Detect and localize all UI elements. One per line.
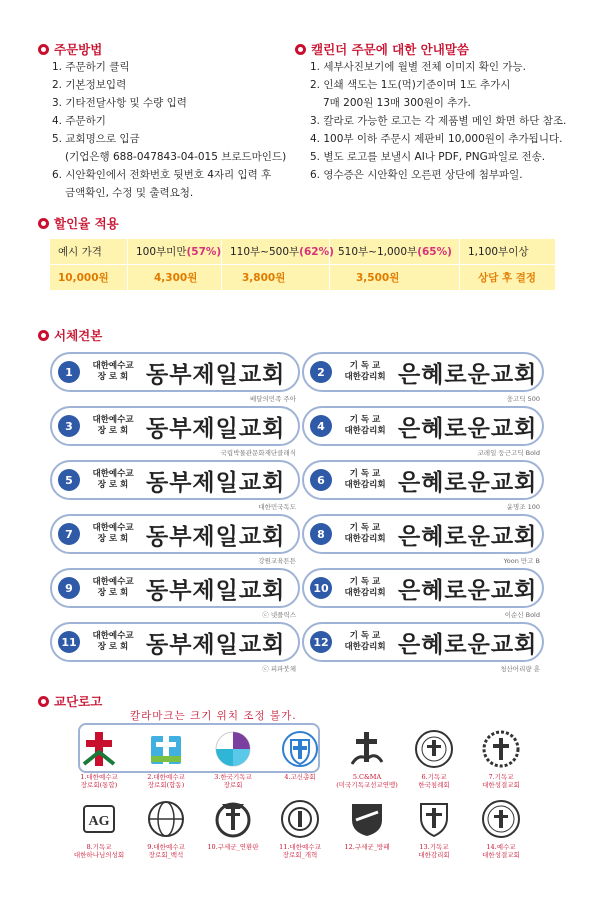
svg-text:AG: AG — [88, 814, 110, 829]
notice-section-title — [295, 40, 469, 58]
denomination-logo — [198, 798, 268, 851]
sample-number-badge: 3 — [58, 415, 80, 437]
font-name-label: ⓒ 피파붓체 — [262, 665, 296, 673]
order-section-title — [38, 40, 102, 58]
church-name-sample: 동부제일교회 — [146, 577, 286, 604]
cross-icon — [78, 728, 120, 770]
logo-caption: 1.대한예수교 장로회(통합) — [80, 773, 118, 790]
round-seal-icon — [279, 798, 321, 840]
discount-price-row — [50, 264, 555, 290]
font-name-label: 청산어리량 훈 — [500, 665, 540, 673]
list-item: 1. 세부사진보기에 월별 전체 이미지 확인 가능. — [310, 61, 526, 73]
logo-caption: 7.기독교 대한성결교회 — [482, 773, 520, 790]
church-name-sample: 은혜로운교회 — [398, 522, 538, 549]
logo-caption: 6.기독교 한국침례회 — [418, 773, 450, 790]
denomination-name: 대한예수교 장 로 회 — [92, 523, 134, 544]
font-name-label: 대한민국독도 — [258, 503, 296, 511]
denomination-name: 기 독 교 대한감리회 — [344, 577, 386, 598]
denomination-logo — [265, 798, 335, 859]
bullet-icon — [38, 696, 49, 707]
holiness-seal-icon — [480, 798, 522, 840]
logo-caption: 11.대한예수교 장로회_개혁 — [279, 843, 321, 860]
denomination-logo — [64, 728, 134, 789]
denomination-name: 대한예수교 장 로 회 — [92, 469, 134, 490]
order-title: 주문방법 — [54, 42, 103, 57]
list-item: 1. 주문하기 클릭 — [52, 61, 130, 73]
sample-number-badge: 7 — [58, 523, 80, 545]
denomination-logo — [131, 798, 201, 859]
church-name-sample: 동부제일교회 — [146, 415, 286, 441]
font-name-label: 웅고딕 500 — [506, 395, 540, 403]
sample-number-badge: 1 — [58, 361, 80, 383]
discount-header-cell: 100부미만 (57%) — [128, 239, 222, 264]
list-item: 7매 200원 13매 300원이 추가. — [323, 97, 471, 110]
bullet-icon — [38, 330, 49, 341]
list-item: 4. 100부 이하 주문시 제판비 10,000원이 추가됩니다. — [310, 133, 563, 146]
denomination-name: 대한예수교 장 로 회 — [92, 415, 134, 436]
salvation-crest-icon — [212, 798, 254, 840]
list-item: 5. 별도 로고를 보낼시 AI나 PDF, PNG파일로 전송. — [310, 151, 546, 164]
bullet-icon — [38, 218, 49, 229]
church-name-sample: 동부제일교회 — [146, 523, 286, 549]
order-list — [52, 58, 286, 202]
font-sample-1 — [50, 352, 300, 392]
discount-price-cell: 3,500원 — [330, 265, 460, 290]
discount-header-cell: 1,100부이상 — [468, 246, 529, 258]
font-sample-10 — [302, 568, 544, 608]
denomination-name: 기 독 교 대한감리회 — [344, 415, 386, 436]
denomination-logo — [64, 798, 134, 859]
church-name-sample: 동부제일교회 — [146, 361, 286, 388]
discount-header-row — [50, 239, 555, 264]
font-sample-9 — [50, 568, 300, 608]
logo-caption: 13.기독교 대한감리회 — [418, 843, 450, 860]
discount-price-cell: 3,800원 — [222, 265, 330, 290]
sample-number-badge: 9 — [58, 577, 80, 599]
list-item: 4. 주문하기 — [52, 115, 106, 128]
church-name-sample: 은혜로운교회 — [398, 576, 538, 604]
logo-note: 칼라마크는 크기 위치 조정 불가. — [130, 710, 297, 722]
logo-caption: 9.대한예수교 장로회_백석 — [147, 843, 185, 860]
denomination-name: 대한예수교 장 로 회 — [92, 577, 134, 598]
sample-number-badge: 11 — [58, 631, 80, 653]
church-name-sample: 은혜로운교회 — [398, 360, 538, 388]
ag-icon — [78, 798, 120, 840]
list-item: 6. 영수증은 시안확인 오른편 상단에 첨부파일. — [310, 169, 523, 182]
list-item: 5. 교회명으로 입금 — [52, 133, 140, 146]
list-item: (기업은행 688-047843-04-015 브로드마인드) — [65, 151, 287, 164]
logo-caption: 14.예수교 대한성결교회 — [482, 843, 520, 860]
discount-header-cell: 예시 가격 — [50, 239, 128, 264]
discount-price-cell: 10,000원 — [50, 265, 128, 290]
fonts-section-title — [38, 326, 102, 344]
denomination-logo — [399, 728, 469, 789]
font-sample-3 — [50, 406, 300, 446]
wreath-icon — [480, 728, 522, 770]
notice-list — [310, 58, 566, 184]
logos-title: 교단로고 — [54, 694, 103, 709]
discount-price-cell: 상담 후 결정 — [478, 272, 537, 284]
bullet-icon — [295, 44, 306, 55]
church-name-sample: 동부제일교회 — [146, 631, 286, 657]
discount-header-cell: 510부~1,000부 (65%) — [330, 239, 460, 264]
denomination-logo — [131, 728, 201, 789]
discount-price-cell: 4,300원 — [128, 265, 222, 290]
fonts-title: 서체견본 — [54, 328, 103, 343]
church-name-sample: 은혜로운교회 — [398, 468, 538, 496]
denomination-name: 기 독 교 대한감리회 — [344, 469, 386, 490]
sample-number-badge: 6 — [310, 469, 332, 491]
globe-icon — [145, 798, 187, 840]
font-sample-6 — [302, 460, 544, 500]
denomination-name: 대한예수교 장 로 회 — [92, 361, 134, 382]
bullet-icon — [38, 44, 49, 55]
logo-caption: 10.구세군_연환판 — [207, 843, 259, 851]
denomination-name: 기 독 교 대한감리회 — [344, 361, 386, 382]
sample-number-badge: 2 — [310, 361, 332, 383]
sample-number-badge: 5 — [58, 469, 80, 491]
denomination-logo — [466, 728, 536, 789]
font-sample-5 — [50, 460, 300, 500]
font-name-label: 강원교육튼튼 — [258, 557, 296, 565]
logo-caption: 8.기독교 대한하나님의성회 — [73, 843, 125, 860]
font-name-label: 배달의민족 주아 — [249, 395, 296, 403]
denomination-logo — [332, 798, 402, 851]
denomination-name: 대한예수교 장 로 회 — [92, 631, 134, 652]
font-sample-4 — [302, 406, 544, 446]
logo-caption: 12.구세군_방패 — [344, 843, 390, 851]
font-name-label: Yoon 만고 B — [503, 557, 540, 565]
denomination-logo — [265, 728, 335, 781]
denomination-name: 기 독 교 대한감리회 — [344, 523, 386, 544]
logo-caption: 3.한국기독교 장로회 — [214, 773, 252, 790]
seal-icon — [413, 728, 455, 770]
discount-title: 할인율 적용 — [54, 216, 119, 231]
sample-number-badge: 12 — [310, 631, 332, 653]
logo-caption: 4.고신총회 — [284, 773, 316, 781]
font-name-label: 국립박물관문화재단클래식 — [220, 449, 296, 457]
logos-section-title — [38, 692, 102, 710]
salvation-shield-icon — [346, 798, 388, 840]
logo-caption: 5.C&MA (미국기독교선교연맹) — [336, 773, 398, 790]
font-sample-12 — [302, 622, 544, 662]
cma-icon — [346, 728, 388, 770]
sample-number-badge: 8 — [310, 523, 332, 545]
sample-number-badge: 10 — [310, 577, 332, 599]
denomination-logo — [466, 798, 536, 859]
font-sample-2 — [302, 352, 544, 392]
denomination-name: 기 독 교 대한감리회 — [344, 631, 386, 652]
denomination-logo — [332, 728, 402, 789]
font-sample-8 — [302, 514, 544, 554]
denomination-logo — [198, 728, 268, 789]
list-item: 2. 기본정보입력 — [52, 79, 127, 92]
font-name-label: 이순신 Bold — [504, 611, 540, 619]
discount-table — [50, 239, 555, 290]
font-sample-7 — [50, 514, 300, 554]
discount-header-cell: 110부~500부 (62%) — [222, 239, 330, 264]
font-name-label: 코레일 둥근고딕 Bold — [477, 449, 540, 457]
shield-cross-icon — [279, 728, 321, 770]
book-cross-icon — [145, 728, 187, 770]
list-item: 6. 시안확인에서 전화번호 뒷번호 4자리 입력 후 — [52, 169, 272, 182]
denomination-logo — [399, 798, 469, 859]
list-item: 2. 인쇄 색도는 1도(먹)기준이며 1도 추가시 — [310, 79, 511, 92]
notice-title: 캘린더 주문에 대한 안내말씀 — [311, 42, 469, 57]
circle-emblem-icon — [212, 728, 254, 770]
font-name-label: 윤명조 100 — [506, 503, 540, 511]
logo-caption: 2.대한예수교 장로회(합동) — [147, 773, 185, 790]
list-item: 금액확인, 수정 및 출력요청. — [65, 187, 194, 200]
font-sample-11 — [50, 622, 300, 662]
methodist-shield-icon — [413, 798, 455, 840]
discount-section-title — [38, 214, 119, 232]
church-name-sample: 동부제일교회 — [146, 469, 286, 496]
list-item: 3. 기타전달사항 및 수량 입력 — [52, 97, 187, 110]
church-name-sample: 은혜로운교회 — [398, 414, 538, 441]
sample-number-badge: 4 — [310, 415, 332, 437]
list-item: 3. 칼라로 가능한 로고는 각 제품별 메인 화면 하단 참조. — [310, 115, 567, 128]
church-name-sample: 은혜로운교회 — [398, 630, 538, 657]
font-name-label: ⓒ 넷플릭스 — [262, 611, 296, 619]
